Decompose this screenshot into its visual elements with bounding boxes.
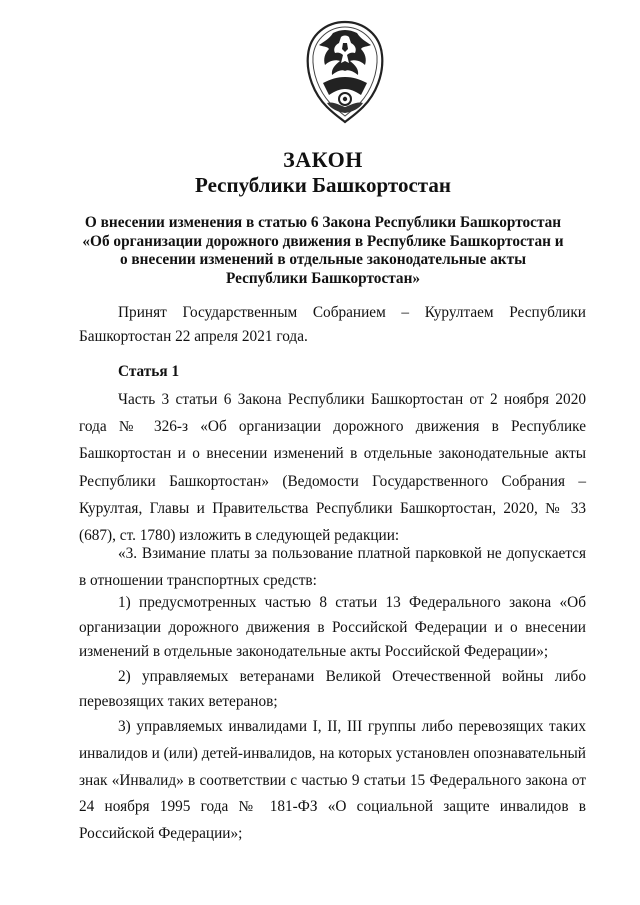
adoption-note: Принят Государственным Собранием – Курултаем Республики Башкортостан 22 апреля 2021 года. xyxy=(79,304,586,345)
law-heading xyxy=(60,214,586,288)
paragraph: 2) управляемых ветеранами Великой Отечественной войны либо перевозящих таких ветеранов; xyxy=(79,668,586,710)
heading-line: о внесении изменений в отдельные законодательные акты xyxy=(119,251,527,268)
heading-line: «Об организации дорожного движения в Республике Башкортостан и xyxy=(82,232,564,250)
paragraph: «3. Взимание платы за пользование платной парковкой не допускается в отношении транспортных средств: xyxy=(79,545,586,589)
heading-line: Республики Башкортостан» xyxy=(225,269,421,287)
law-subtitle: Республики Башкортостан xyxy=(195,173,451,197)
paragraph: 1) предусмотренных частью 8 статьи 13 Федерального закона «Об организации дорожного движения в Российской Федерации и о внесении изменений в отдельные законодательные акты Российской Федерации»; xyxy=(79,594,586,660)
law-title: ЗАКОН xyxy=(283,147,363,172)
article-title: Статья 1 xyxy=(118,363,180,380)
article-text: Часть 3 статьи 6 Закона Республики Башкортостан от 2 ноября 2020 года № 326-з «Об организации дорожного движения в Республике Башкортостан и о внесении изменений в отдельные законодательные акты Республики Башкортостан» (Ведомости Государственного Собрания – Курултая, Главы и Правительства Республики Башкортостан, 2020, № 33 (687), ст. 1780) изложить в следующей редакции: xyxy=(79,391,586,545)
heading-line: О внесении изменения в статью 6 Закона Республики Башкортостан xyxy=(84,214,562,231)
paragraph: 3) управляемых инвалидами I, II, III группы либо перевозящих таких инвалидов и (или) детей-инвалидов, на которых установлен опознавательный знак «Инвалид» в соответствии с частью 9 статьи 15 Федерального закона от 24 ноября 1995 года № 181-ФЗ «О социальной защите инвалидов в Российской Федерации»; xyxy=(79,718,586,843)
coat-of-arms-emblem xyxy=(303,19,387,125)
